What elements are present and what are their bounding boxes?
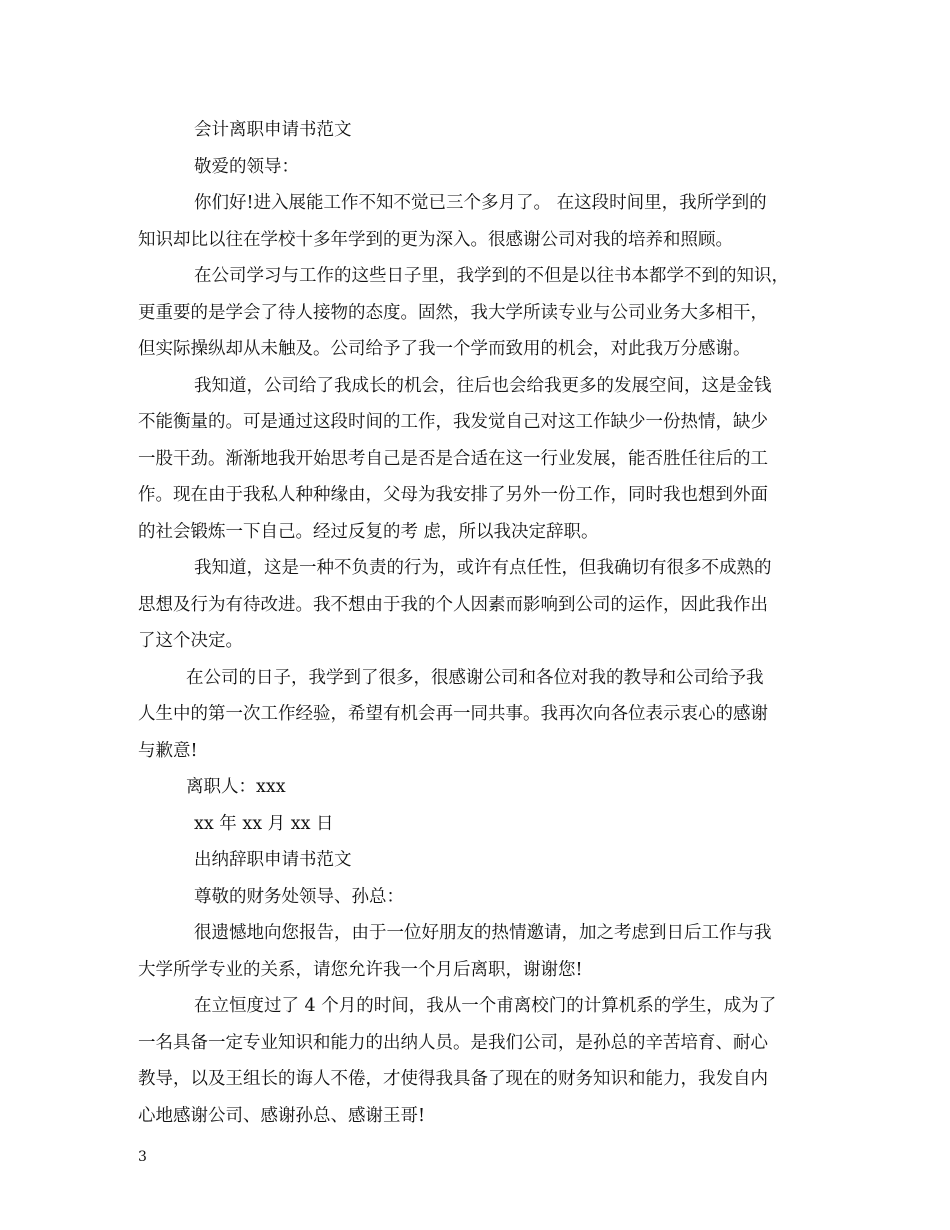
document-body — [138, 112, 814, 1134]
text-line: 思想及行为有待改进。我不想由于我的个人因素而影响到公司的运作，因此我作出 — [138, 594, 768, 615]
resigner-signature: 离职人：xxx — [186, 777, 286, 797]
text-line: 但实际操纵却从未触及。公司给予了我一个学而致用的机会，对此我万分感谢。 — [138, 339, 751, 359]
heading-cashier-resignation: 出纳辞职申请书范文 — [194, 850, 352, 870]
text-line: 不能衡量的。可是通过这段时间的工作，我发觉自己对这工作缺少一份热情，缺少 — [138, 412, 768, 432]
text-line: 一名具备一定专业知识和能力的出纳人员。是我们公司，是孙总的辛苦培育、耐心 — [138, 1032, 768, 1053]
text-line: 与歉意! — [138, 740, 198, 761]
text-line: 教导，以及王组长的诲人不倦，才使得我具备了现在的财务知识和能力，我发自内 — [138, 1069, 768, 1089]
text-line: 更重要的是学会了待人接物的态度。固然，我大学所读专业与公司业务大多相干， — [138, 302, 768, 323]
signature-date: xx 年 xx 月 xx 日 — [194, 813, 334, 834]
text-line: 一股干劲。渐渐地我开始思考自己是否是合适在这一行业发展，能否胜任往后的工 — [138, 448, 768, 469]
text-line: 我知道，这是一种不负责的行为，或许有点任性，但我确切有很多不成熟的 — [194, 558, 772, 578]
salutation: 尊敬的财务处领导、孙总： — [194, 886, 404, 907]
text-line: 很遗憾地向您报告，由于一位好朋友的热情邀请，加之考虑到日后工作与我 — [194, 923, 772, 943]
text-line: 在公司的日子，我学到了很多，很感谢公司和各位对我的教导和公司给予我 — [186, 667, 764, 688]
text-line: 的社会锻炼一下自己。经过反复的考 虑，所以我决定辞职。 — [138, 521, 599, 542]
text-line: 在立恒度过了 4 个月的时间，我从一个甫离校门的计算机系的学生，成为了 — [194, 996, 777, 1016]
text-line: 心地感谢公司、感谢孙总、感谢王哥! — [138, 1105, 426, 1126]
text-line: 我知道，公司给了我成长的机会，往后也会给我更多的发展空间，这是金钱 — [194, 375, 772, 396]
salutation: 敬爱的领导： — [194, 156, 299, 177]
text-line: 作。现在由于我私人种种缘由，父母为我安排了另外一份工作，同时我也想到外面 — [138, 485, 768, 505]
text-line: 知识却比以往在学校十多年学到的更为深入。很感谢公司对我的培养和照顾。 — [138, 229, 733, 250]
text-line: 大学所学专业的关系，请您允许我一个月后离职，谢谢您! — [138, 959, 583, 980]
heading-accounting-resignation: 会计离职申请书范文 — [194, 120, 352, 140]
text-line: 人生中的第一次工作经验，希望有机会再一同共事。我再次向各位表示衷心的感谢 — [138, 704, 768, 724]
page-number: 3 — [138, 1149, 147, 1165]
text-line: 了这个决定。 — [138, 631, 243, 651]
text-line: 在公司学习与工作的这些日子里，我学到的不但是以往书本都学不到的知识， — [194, 266, 789, 286]
text-line: 你们好!进入展能工作不知不觉已三个多月了。 在这段时间里，我所学到的 — [194, 193, 767, 213]
